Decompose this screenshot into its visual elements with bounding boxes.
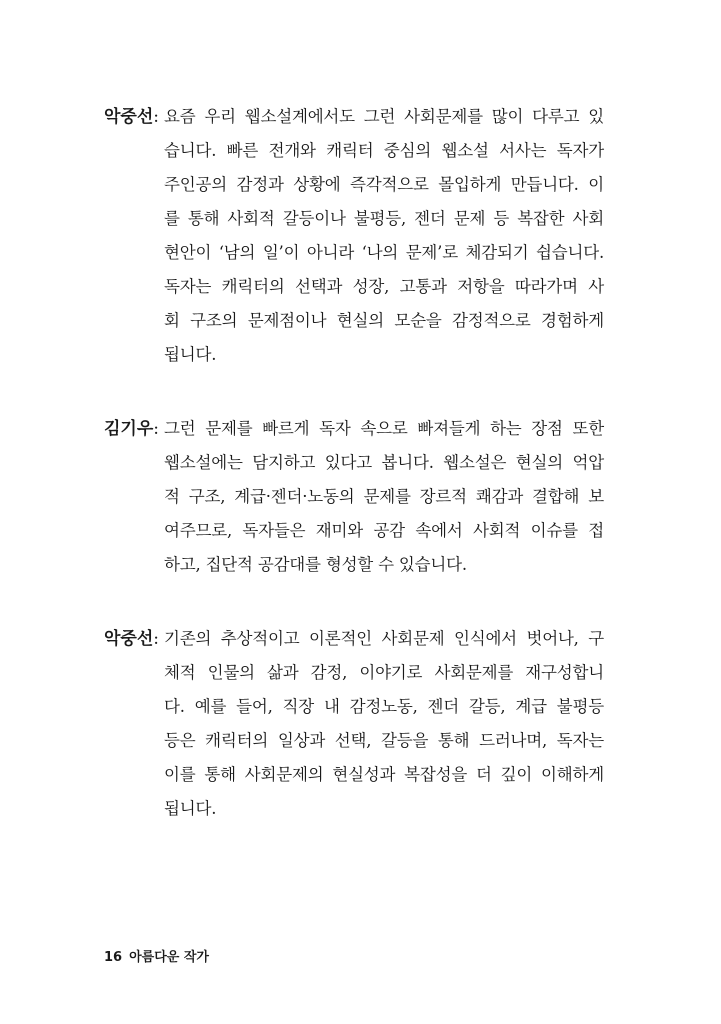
publication-title: 아름다운 작가	[129, 950, 209, 965]
speaker-name: 악중선:	[104, 107, 160, 127]
body-line: 이를 통해 사회문제의 현실성과 복잡성을 더 깊이 이해하게	[164, 765, 604, 784]
body-line: 요즘 우리 웹소설계에서도 그런 사회문제를 많이 다루고 있	[164, 107, 604, 126]
body-line: 그런 문제를 빠르게 독자 속으로 빠져들게 하는 장점 또한	[164, 419, 604, 438]
body-line: 습니다. 빠른 전개와 캐릭터 중심의 웹소설 서사는 독자가	[164, 141, 604, 160]
body-line: 체적 인물의 삶과 감정, 이야기로 사회문제를 재구성합니	[164, 663, 604, 682]
page-footer	[104, 948, 209, 968]
body-line: 하고, 집단적 공감대를 형성할 수 있습니다.	[164, 555, 467, 574]
body-line: 현안이 ‘남의 일’이 아니라 ‘나의 문제’로 체감되기 쉽습니다.	[164, 243, 604, 262]
body-line: 됩니다.	[164, 345, 217, 364]
body-line: 를 통해 사회적 갈등이나 불평등, 젠더 문제 등 복잡한 사회	[164, 209, 604, 228]
body-line: 주인공의 감정과 상황에 즉각적으로 몰입하게 만듭니다. 이	[164, 175, 604, 194]
body-line: 여주므로, 독자들은 재미와 공감 속에서 사회적 이슈를 접	[164, 521, 604, 540]
body-line: 다. 예를 들어, 직장 내 감정노동, 젠더 갈등, 계급 불평등	[164, 697, 604, 716]
page-number: 16	[104, 950, 123, 965]
body-line: 웹소설에는 담지하고 있다고 봅니다. 웹소설은 현실의 억압	[164, 453, 604, 472]
body-line: 됩니다.	[164, 799, 217, 818]
speaker-name: 김기우:	[104, 419, 160, 439]
body-line: 독자는 캐릭터의 선택과 성장, 고통과 저항을 따라가며 사	[164, 277, 604, 296]
body-line: 기존의 추상적이고 이론적인 사회문제 인식에서 벗어나, 구	[164, 629, 604, 648]
speaker-name: 악중선:	[104, 629, 160, 649]
body-line: 적 구조, 계급·젠더·노동의 문제를 장르적 쾌감과 결합해 보	[164, 487, 604, 506]
body-line: 등은 캐릭터의 일상과 선택, 갈등을 통해 드러나며, 독자는	[164, 731, 604, 750]
body-line: 회 구조의 문제점이나 현실의 모순을 감정적으로 경험하게	[164, 311, 604, 330]
